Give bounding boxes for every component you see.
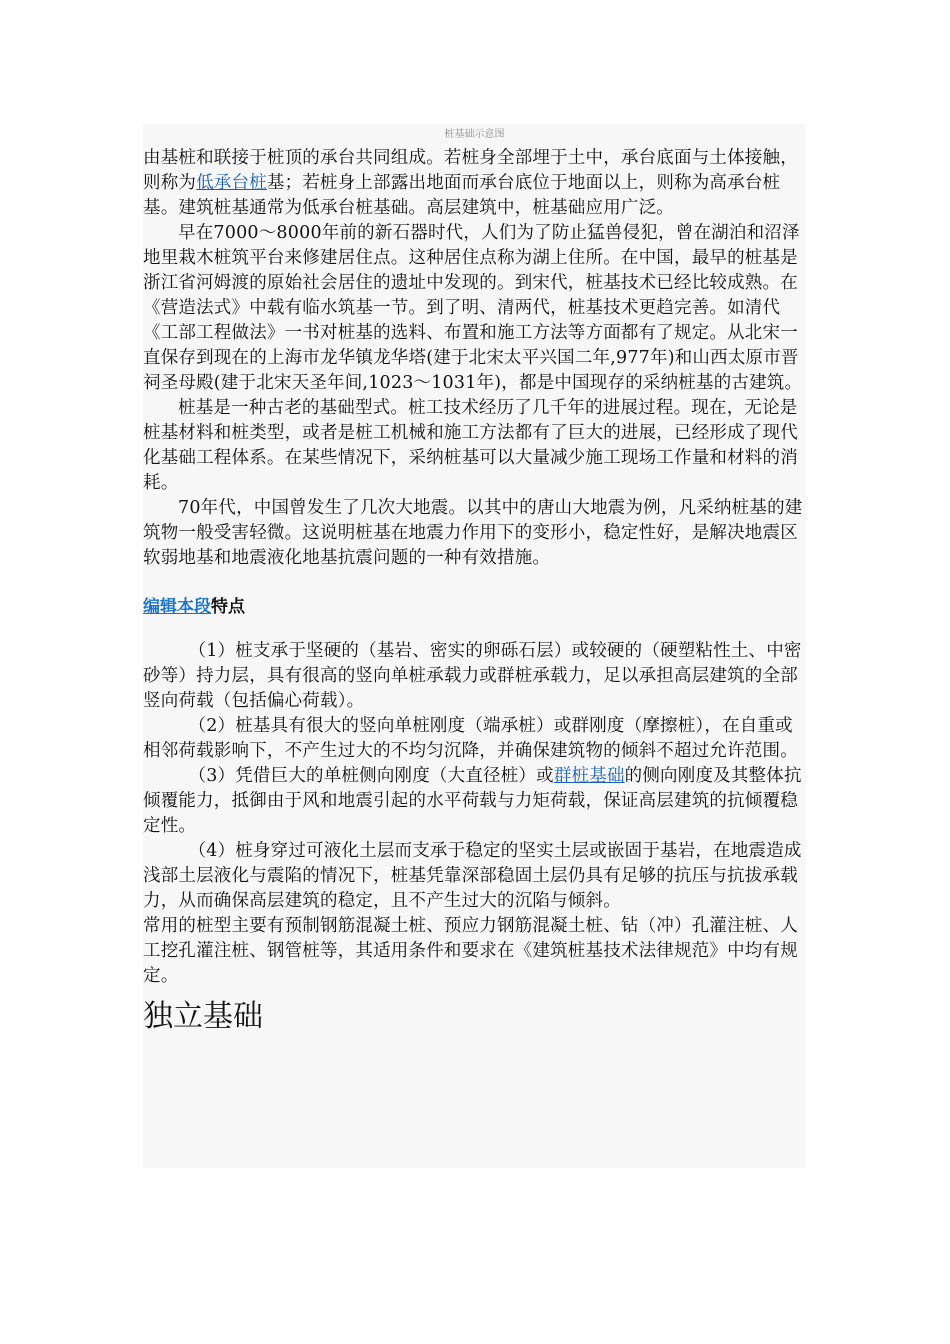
text-segment: （3）凭借巨大的单桩侧向刚度（大直径桩）或 xyxy=(188,766,554,786)
feature-item-2: （2）桩基具有很大的竖向单桩刚度（端承桩）或群刚度（摩擦桩），在自重或相邻荷载影响下，不产生过大的不均匀沉降，并确保建筑物的倾斜不超过允许范围。 xyxy=(143,716,798,761)
text-segment: 的侧向刚度及其整体抗倾覆能力，抵御由于风和地震引起的水平荷载与力矩荷载，保证高层建筑的抗倾覆稳定性。 xyxy=(143,766,802,836)
paragraph-history: 早在7000～8000年前的新石器时代，人们为了防止猛兽侵犯，曾在湖泊和沼泽地里栽木桩筑平台来修建居住点。这种居住点称为湖上住所。在中国，最早的桩基是浙江省河姆渡的原始社会居住的遗址中发现的。到宋代，桩基技术已经比较成熟。在《营造法式》中载有临水筑基一节。到了明、清两代，桩基技术更趋完善。如清代《工部工程做法》一书对桩基的选料、布置和施工方法等方面都有了规定。从北宋一直保存到现在的上海市龙华镇龙华塔(建于北宋太平兴国二年,977年)和山西太原市晋祠圣母殿(建于北宋天圣年间,1023～1031年)，都是中国现存的采纳桩基的古建筑。 xyxy=(143,223,803,393)
feature-item-1: （1）桩支承于坚硬的（基岩、密实的卵砾石层）或较硬的（硬塑粘性土、中密砂等）持力层，具有很高的竖向单桩承载力或群桩承载力，足以承担高层建筑的全部竖向荷载（包括偏心荷载）。 xyxy=(143,641,802,711)
document-page xyxy=(143,124,806,1168)
edit-section-link[interactable]: 编辑本段 xyxy=(143,597,211,617)
heading-isolated-foundation: 独立基础 xyxy=(143,999,263,1034)
feature-item-3 xyxy=(143,764,806,839)
text-segment: 由基桩和联接于桩顶的承台共同组成。若桩身全部埋于土中，承台底面与土体接触，则称为 xyxy=(143,148,798,193)
paragraph-modern: 桩基是一种古老的基础型式。桩工技术经历了几千年的进展过程。现在，无论是桩基材料和桩类型，或者是桩工机械和施工方法都有了巨大的进展，已经形成了现代化基础工程体系。在某些情况下，采纳桩基可以大量减少施工现场工作量和材料的消耗。 xyxy=(143,398,798,493)
section-heading xyxy=(143,595,806,619)
pile-group-foundation-link[interactable]: 群桩基础 xyxy=(553,766,625,786)
figure-caption: 桩基础示意图 xyxy=(444,129,505,140)
paragraph-pile-types: 常用的桩型主要有预制钢筋混凝土桩、预应力钢筋混凝土桩、钻（冲）孔灌注桩、人工挖孔灌注桩、钢管桩等，其适用条件和要求在《建筑桩基技术法律规范》中均有规定。 xyxy=(143,916,798,986)
paragraph-composition xyxy=(143,146,806,221)
low-cap-pile-link[interactable]: 低承台桩 xyxy=(196,173,267,193)
paragraph-earthquake: 70年代，中国曾发生了几次大地震。以其中的唐山大地震为例，凡采纳桩基的建筑物一般受害轻微。这说明桩基在地震力作用下的变形小，稳定性好，是解决地震区软弱地基和地震液化地基抗震问题的一种有效措施。 xyxy=(143,498,803,568)
feature-item-4: （4）桩身穿过可液化土层而支承于稳定的坚实土层或嵌固于基岩，在地震造成浅部土层液化与震陷的情况下，桩基凭靠深部稳固土层仍具有足够的抗压与抗拔承载力，从而确保高层建筑的稳定，且不产生过大的沉陷与倾斜。 xyxy=(143,841,802,911)
section-title: 特点 xyxy=(211,597,245,617)
text-segment: 基；若桩身上部露出地面而承台底位于地面以上，则称为高承台桩基。建筑桩基通常为低承台桩基础。高层建筑中，桩基础应用广泛。 xyxy=(143,173,781,218)
